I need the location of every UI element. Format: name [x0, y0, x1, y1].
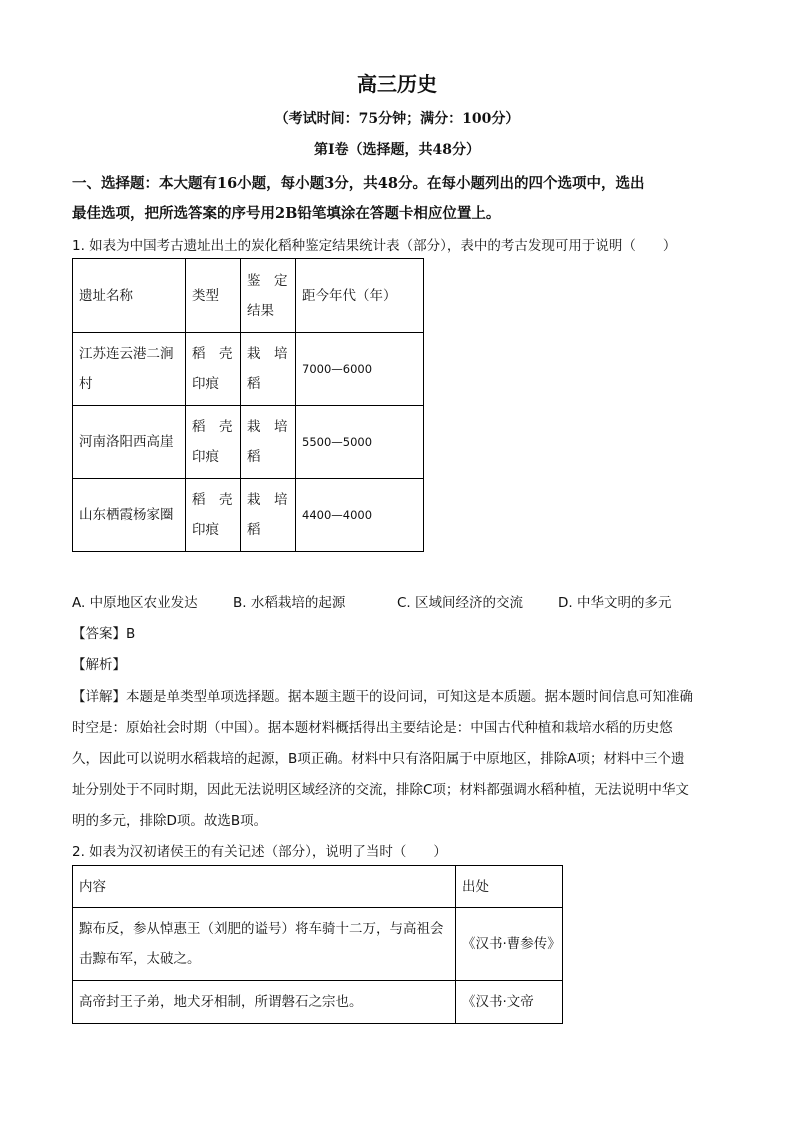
- table-cell: 栽 培稻: [241, 479, 296, 552]
- table-row: [73, 479, 424, 552]
- table-cell: 黥布反，参从悼惠王（刘肥的谥号）将车骑十二万，与高祖会击黥布军，太破之。: [73, 908, 456, 981]
- table-row: [73, 406, 424, 479]
- detail-line: 时空是：原始社会时期（中国）。据本题材料概括得出主要结论是：中国古代种植和栽培水稻的历史悠: [72, 720, 673, 736]
- table-cell: 栽 培稻: [241, 406, 296, 479]
- table-cell: 《汉书·曹参传》: [456, 908, 563, 981]
- table-cell: 稻 壳印痕: [186, 406, 241, 479]
- table-header-cell: 鉴 定结果: [241, 259, 296, 333]
- question-2-stem: 2. 如表为汉初诸侯王的有关记述（部分），说明了当时（ ）: [72, 844, 447, 860]
- section-instruction-line-2: 最佳选项，把所选答案的序号用2B铅笔填涂在答题卡相应位置上。: [72, 205, 501, 222]
- question-1-table: [72, 258, 424, 552]
- detail-line: 明的多元，排除D项。故选B项。: [72, 813, 268, 829]
- table-header-cell: 类型: [186, 259, 241, 333]
- option-b: B. 水稻栽培的起源: [233, 595, 346, 611]
- detail-line: 【详解】本题是单类型单项选择题。据本题主题干的设问词，可知这是本质题。据本题时间信息可知准确: [72, 689, 693, 705]
- section-instruction-line-1: 一、选择题：本大题有16小题，每小题3分，共48分。在每小题列出的四个选项中，选出: [72, 175, 645, 192]
- table-header-cell: 距今年代（年）: [296, 259, 424, 333]
- table-header-cell: 出处: [456, 866, 563, 908]
- detail-line: 址分别处于不同时期，因此无法说明区域经济的交流，排除C项；材料都强调水稻种植，无法说明中华文: [72, 782, 689, 798]
- exam-info: （考试时间：75分钟；满分：100分）: [274, 111, 520, 127]
- table-cell: 《汉书·文帝: [456, 981, 563, 1024]
- table-cell: 7000—6000: [296, 333, 424, 406]
- table-cell: 江苏连云港二涧村: [73, 333, 186, 406]
- question-2-table: [72, 865, 563, 1024]
- table-cell: 4400—4000: [296, 479, 424, 552]
- table-header-cell: 内容: [73, 866, 456, 908]
- table-cell: 高帝封王子弟，地犬牙相制，所谓磐石之宗也。: [73, 981, 456, 1024]
- table-row: [73, 908, 563, 981]
- table-cell: 稻 壳印痕: [186, 333, 241, 406]
- answer-label: 【答案】B: [72, 626, 136, 642]
- table-cell: 稻 壳印痕: [186, 479, 241, 552]
- option-d: D. 中华文明的多元: [558, 595, 672, 611]
- question-1-stem: 1. 如表为中国考古遗址出土的炭化稻种鉴定结果统计表（部分），表中的考古发现可用于说明（ ）: [72, 238, 677, 254]
- table-cell: 山东栖霞杨家圈: [73, 479, 186, 552]
- option-c: C. 区域间经济的交流: [397, 595, 524, 611]
- option-a: A. 中原地区农业发达: [72, 595, 198, 611]
- detail-line: 久，因此可以说明水稻栽培的起源，B项正确。材料中只有洛阳属于中原地区，排除A项；材料中三个遗: [72, 751, 685, 767]
- analysis-label: 【解析】: [72, 657, 126, 673]
- table-cell: 5500—5000: [296, 406, 424, 479]
- table-cell: 河南洛阳西高崖: [73, 406, 186, 479]
- table-header-row: [73, 259, 424, 333]
- table-row: [73, 981, 563, 1024]
- part-heading: 第Ⅰ卷（选择题，共48分）: [313, 142, 481, 158]
- table-header-row: [73, 866, 563, 908]
- table-row: [73, 333, 424, 406]
- page-title: 高三历史: [357, 72, 437, 96]
- table-header-cell: 遗址名称: [73, 259, 186, 333]
- table-cell: 栽 培稻: [241, 333, 296, 406]
